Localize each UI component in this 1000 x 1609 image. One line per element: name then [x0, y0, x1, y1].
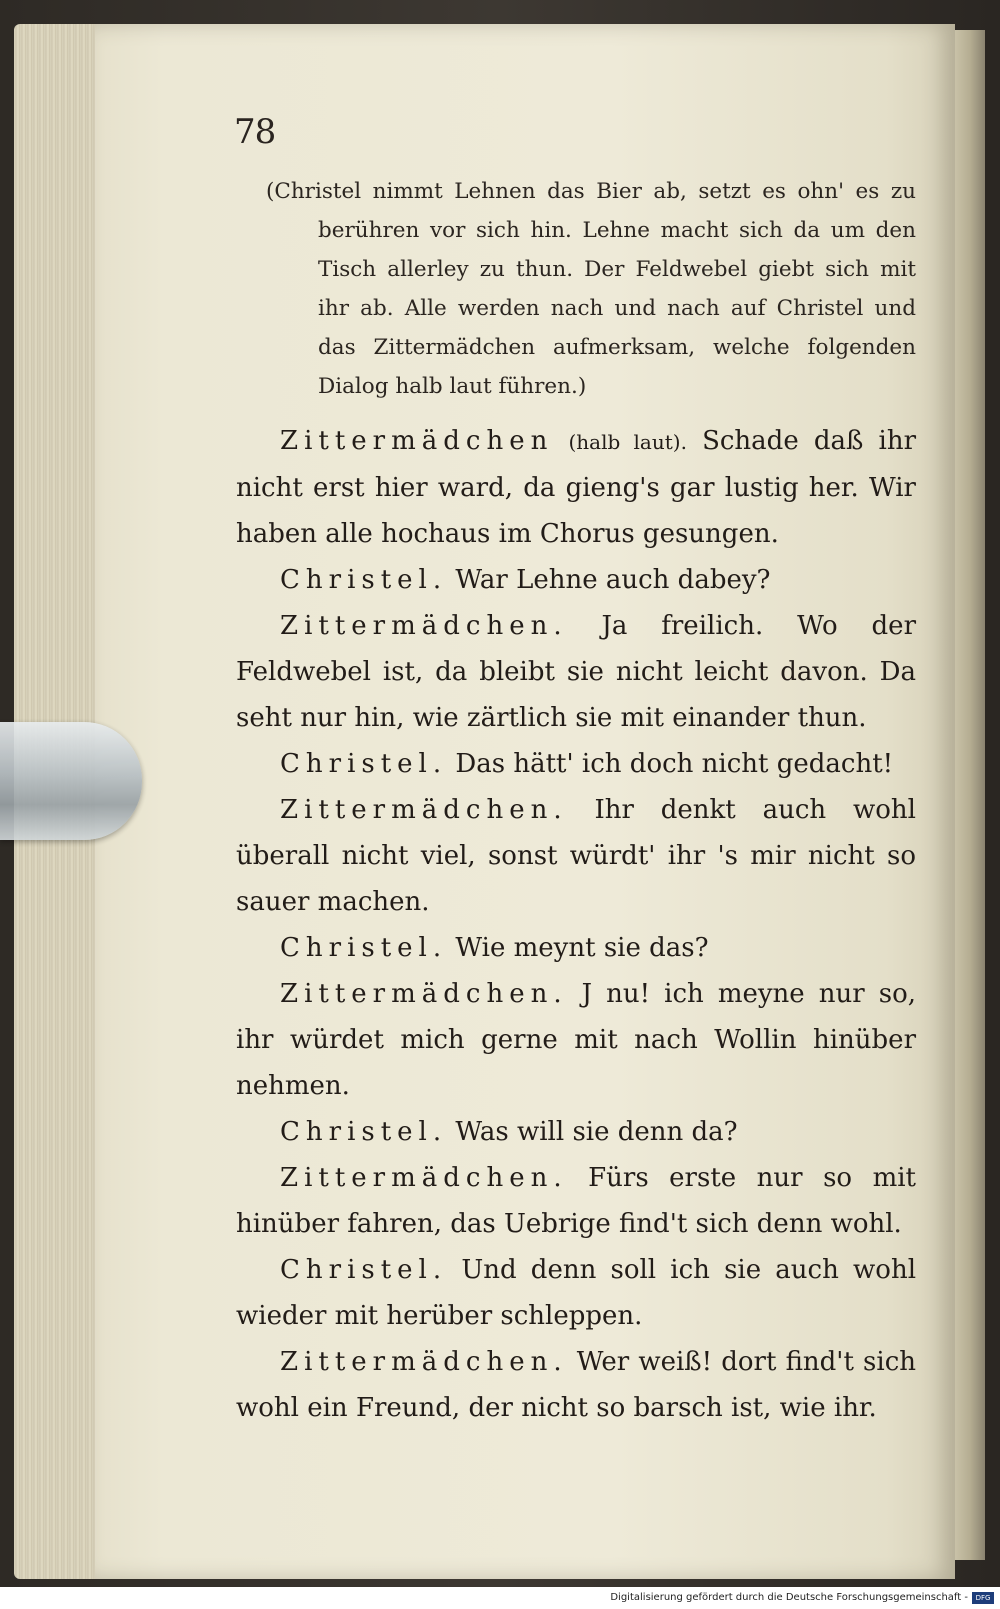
line-text: Ihr denkt auch wohl überall nicht viel, sonst würdt' ihr 's mir nicht so sauer machen.: [236, 795, 916, 917]
dfg-logo: DFG: [972, 1592, 994, 1604]
footer-credit: Digitalisierung gefördert durch die Deutsche Forschungsgemeinschaft -: [610, 1592, 968, 1603]
dialogue-line: [236, 741, 916, 787]
line-text: Fürs erste nur so mit hinüber fahren, das Uebrige find't sich denn wohl.: [236, 1163, 916, 1239]
dialogue-line: [236, 787, 916, 925]
line-text: Das hätt' ich doch nicht gedacht!: [455, 749, 894, 779]
speaker-name: Zittermädchen.: [280, 1163, 568, 1193]
page-number: 78: [234, 112, 276, 152]
line-text: Wie meynt sie das?: [455, 933, 709, 963]
dialogue-line: [236, 1109, 916, 1155]
stage-direction-text: (Christel nimmt Lehnen das Bier ab, setzt es ohn' es zu berühren vor sich hin. Lehne macht sich da um den Tisch allerley zu thun. Der Feldwebel giebt sich mit ihr ab. Alle werden nach und nach auf Christel und das Zittermädchen aufmerksam, welche folgenden Dialog halb laut führen.): [266, 179, 916, 399]
facing-page-edge: [955, 30, 985, 1560]
speaker-name: Christel.: [280, 565, 448, 595]
dialogue-line: [236, 971, 916, 1109]
speaker-name: Christel.: [280, 749, 448, 779]
line-text: War Lehne auch dabey?: [455, 565, 771, 595]
dialogue-line: [236, 1155, 916, 1247]
speaker-name: Zittermädchen.: [280, 1347, 568, 1377]
line-text: Schade daß ihr nicht erst hier ward, da gieng's gar lustig her. Wir haben alle hochaus im Chorus gesungen.: [236, 426, 916, 549]
line-text: J nu! ich meyne nur so, ihr würdet mich gerne mit nach Wollin hinüber nehmen.: [236, 979, 916, 1101]
speaker-name: Christel.: [280, 1117, 448, 1147]
line-text: Wer weiß! dort find't sich wohl ein Freund, der nicht so barsch ist, wie ihr.: [236, 1347, 917, 1423]
dialogue-line: [236, 1339, 916, 1431]
speaker-name: Christel.: [280, 933, 448, 963]
line-text: Ja freilich. Wo der Feldwebel ist, da bleibt sie nicht leicht davon. Da seht nur hin, wie zärtlich sie mit einander thun.: [236, 611, 916, 733]
dialogue-block: [236, 418, 916, 1431]
footer-bar: [0, 1587, 1000, 1609]
dialogue-line: [236, 1247, 916, 1339]
line-text: Und denn soll ich sie auch wohl wieder mit herüber schleppen.: [236, 1255, 917, 1331]
line-text: Was will sie denn da?: [455, 1117, 738, 1147]
stage-aside: (halb laut).: [568, 430, 687, 454]
speaker-name: Zittermädchen.: [280, 979, 568, 1009]
speaker-name: Zittermädchen.: [280, 611, 568, 641]
dialogue-line: [236, 925, 916, 971]
speaker-name: Christel.: [280, 1255, 448, 1285]
speaker-name: Zittermädchen: [280, 426, 554, 456]
dialogue-line: [236, 557, 916, 603]
dialogue-line: [236, 603, 916, 741]
speaker-name: Zittermädchen.: [280, 795, 568, 825]
stage-direction: [266, 172, 916, 406]
page-clip: [0, 722, 142, 840]
dialogue-line: [236, 418, 916, 557]
